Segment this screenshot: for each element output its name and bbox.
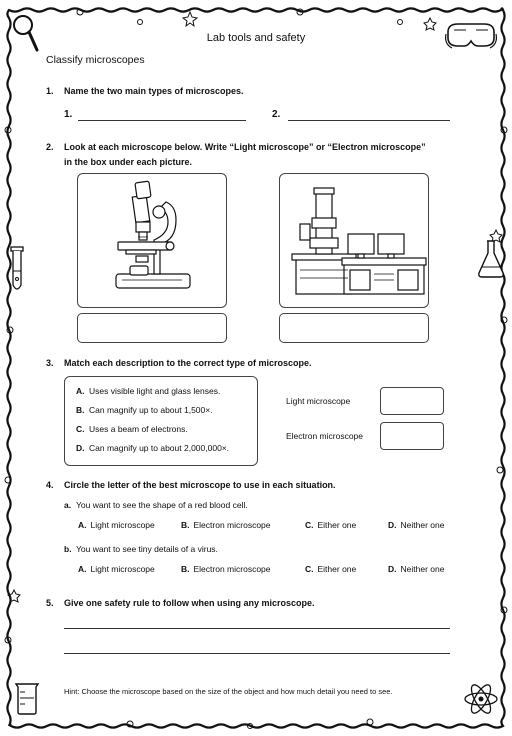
atom-icon: [462, 680, 500, 718]
question-4: 4. Circle the letter of the best microscope to use in each situation.: [46, 480, 336, 490]
description-a: A. Uses visible light and glass lenses.: [76, 386, 221, 396]
light-microscope-picture: [77, 173, 227, 308]
light-microscope-match-box[interactable]: [380, 387, 444, 415]
worksheet-subtitle: Classify microscopes: [46, 54, 145, 66]
q4a-option-d[interactable]: D. Neither one: [388, 520, 445, 530]
electron-microscope-label: Electron microscope: [286, 431, 364, 441]
q5-answer-line-1[interactable]: [64, 628, 450, 629]
q5-answer-line-2[interactable]: [64, 653, 450, 654]
blank-2-label: 2.: [272, 109, 281, 120]
q4b-option-a[interactable]: A. Light microscope: [78, 564, 155, 574]
question-2-line-2: in the box under each picture.: [64, 157, 193, 167]
question-3: 3. Match each description to the correct type of microscope.: [46, 358, 312, 368]
blank-1-label: 1.: [64, 109, 73, 120]
q4a-option-b[interactable]: B. Electron microscope: [181, 520, 271, 530]
q4b-option-d[interactable]: D. Neither one: [388, 564, 445, 574]
description-d: D. Can magnify up to about 2,000,000×.: [76, 443, 230, 453]
q4b-option-c[interactable]: C. Either one: [305, 564, 357, 574]
q4a-option-c[interactable]: C. Either one: [305, 520, 357, 530]
description-c: C. Uses a beam of electrons.: [76, 424, 188, 434]
hint-text: Hint: Choose the microscope based on the size of the object and how much detail you need to see.: [64, 687, 393, 696]
description-b: B. Can magnify up to about 1,500×.: [76, 405, 213, 415]
light-microscope-label: Light microscope: [286, 396, 351, 406]
light-microscope-icon: [78, 174, 226, 307]
electron-microscope-answer-box[interactable]: [279, 313, 429, 343]
question-2: 2. Look at each microscope below. Write “Light microscope” or “Electron microscope”: [46, 142, 426, 152]
light-microscope-answer-box[interactable]: [77, 313, 227, 343]
q4a-option-a[interactable]: A. Light microscope: [78, 520, 155, 530]
beaker-icon: [12, 680, 42, 716]
worksheet-title: Lab tools and safety: [206, 32, 306, 44]
question-4a: a. You want to see the shape of a red blood cell.: [64, 500, 248, 510]
answer-line-2[interactable]: [288, 120, 450, 121]
electron-microscope-match-box[interactable]: [380, 422, 444, 450]
test-tube-icon: [6, 245, 28, 295]
question-1: 1. Name the two main types of microscopes.: [46, 86, 244, 96]
answer-line-1[interactable]: [78, 120, 246, 121]
q4b-option-b[interactable]: B. Electron microscope: [181, 564, 271, 574]
flask-icon: [476, 238, 506, 280]
electron-microscope-picture: [279, 173, 429, 308]
electron-microscope-icon: [280, 174, 428, 307]
question-5: 5. Give one safety rule to follow when using any microscope.: [46, 598, 315, 608]
question-4b: b. You want to see tiny details of a virus.: [64, 544, 218, 554]
